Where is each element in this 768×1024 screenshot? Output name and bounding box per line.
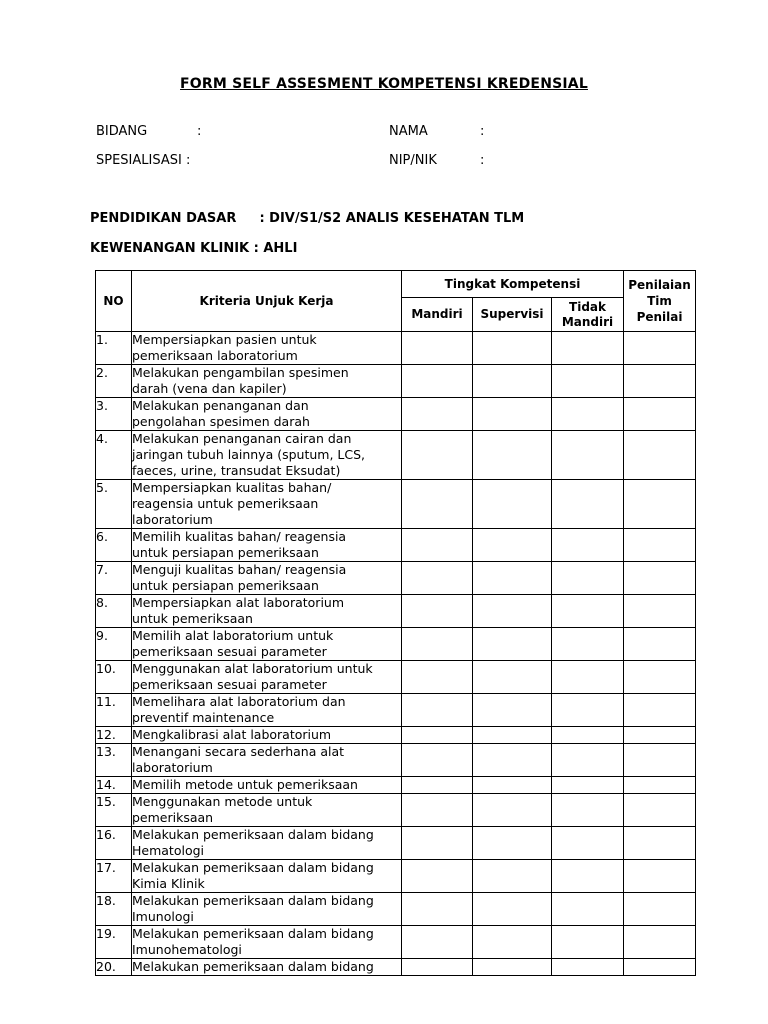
penilaian-cell[interactable] <box>624 431 696 480</box>
table-row <box>96 959 696 976</box>
nip-label: NIP/NIK <box>389 153 437 168</box>
penilaian-cell[interactable] <box>624 860 696 893</box>
row-number: 9. <box>96 628 132 661</box>
kriteria-line: untuk persiapan pemeriksaan <box>132 578 319 593</box>
tidak-mandiri-cell[interactable] <box>552 744 624 777</box>
supervisi-cell[interactable] <box>473 529 552 562</box>
table-row <box>96 431 696 480</box>
table-row <box>96 661 696 694</box>
table-row <box>96 727 696 744</box>
mandiri-cell[interactable] <box>402 827 473 860</box>
kriteria-line: Melakukan pemeriksaan dalam bidang <box>132 926 374 941</box>
kriteria-line: Melakukan penanganan dan <box>132 398 309 413</box>
tidak-mandiri-cell[interactable] <box>552 893 624 926</box>
penilaian-cell[interactable] <box>624 727 696 744</box>
table-row <box>96 893 696 926</box>
kriteria-line: Melakukan pengambilan spesimen <box>132 365 349 380</box>
mandiri-cell[interactable] <box>402 332 473 365</box>
row-kriteria <box>132 744 402 777</box>
kriteria-line: Melakukan pemeriksaan dalam bidang <box>132 827 374 842</box>
table-row <box>96 794 696 827</box>
kriteria-line: Mempersiapkan kualitas bahan/ <box>132 480 332 495</box>
supervisi-cell[interactable] <box>473 893 552 926</box>
header-penilaian-line1: Penilaian <box>628 278 691 292</box>
supervisi-cell[interactable] <box>473 694 552 727</box>
tidak-mandiri-cell[interactable] <box>552 562 624 595</box>
supervisi-cell[interactable] <box>473 926 552 959</box>
row-number: 8. <box>96 595 132 628</box>
row-number: 18. <box>96 893 132 926</box>
row-kriteria <box>132 332 402 365</box>
row-kriteria <box>132 365 402 398</box>
kriteria-line: laboratorium <box>132 760 213 775</box>
kriteria-line: Melakukan pemeriksaan dalam bidang <box>132 893 374 908</box>
row-kriteria <box>132 727 402 744</box>
row-number: 6. <box>96 529 132 562</box>
tidak-mandiri-cell[interactable] <box>552 332 624 365</box>
penilaian-cell[interactable] <box>624 959 696 976</box>
table-row <box>96 744 696 777</box>
row-number: 2. <box>96 365 132 398</box>
row-number: 1. <box>96 332 132 365</box>
row-number: 19. <box>96 926 132 959</box>
penilaian-cell[interactable] <box>624 827 696 860</box>
kriteria-line: Melakukan penanganan cairan dan <box>132 431 352 446</box>
kewenangan-line: KEWENANGAN KLINIK : AHLI <box>90 241 298 256</box>
row-number: 7. <box>96 562 132 595</box>
tidak-mandiri-cell[interactable] <box>552 529 624 562</box>
form-title: FORM SELF ASSESMENT KOMPETENSI KREDENSIAL <box>180 76 588 92</box>
penilaian-cell[interactable] <box>624 480 696 529</box>
row-kriteria <box>132 794 402 827</box>
penilaian-cell[interactable] <box>624 332 696 365</box>
tidak-mandiri-cell[interactable] <box>552 694 624 727</box>
kriteria-line: pengolahan spesimen darah <box>132 414 310 429</box>
table-row <box>96 595 696 628</box>
mandiri-cell[interactable] <box>402 562 473 595</box>
kriteria-line: Memilih kualitas bahan/ reagensia <box>132 529 347 544</box>
row-kriteria <box>132 893 402 926</box>
supervisi-cell[interactable] <box>473 365 552 398</box>
row-number: 13. <box>96 744 132 777</box>
mandiri-cell[interactable] <box>402 595 473 628</box>
kriteria-line: pemeriksaan sesuai parameter <box>132 677 327 692</box>
table-row <box>96 694 696 727</box>
header-penilaian-line3: Penilai <box>636 310 683 324</box>
row-kriteria <box>132 860 402 893</box>
table-row <box>96 365 696 398</box>
supervisi-cell[interactable] <box>473 794 552 827</box>
table-row <box>96 332 696 365</box>
kriteria-line: reagensia untuk pemeriksaan <box>132 496 319 511</box>
supervisi-cell[interactable] <box>473 827 552 860</box>
penilaian-cell[interactable] <box>624 398 696 431</box>
row-kriteria <box>132 480 402 529</box>
mandiri-cell[interactable] <box>402 959 473 976</box>
kriteria-line: Menggunakan metode untuk <box>132 794 313 809</box>
table-row <box>96 628 696 661</box>
supervisi-cell[interactable] <box>473 777 552 794</box>
tidak-mandiri-cell[interactable] <box>552 365 624 398</box>
tidak-mandiri-cell[interactable] <box>552 959 624 976</box>
row-number: 10. <box>96 661 132 694</box>
kriteria-line: pemeriksaan laboratorium <box>132 348 298 363</box>
penilaian-cell[interactable] <box>624 562 696 595</box>
mandiri-cell[interactable] <box>402 661 473 694</box>
pendidikan-line <box>90 211 524 226</box>
supervisi-cell[interactable] <box>473 332 552 365</box>
mandiri-cell[interactable] <box>402 926 473 959</box>
supervisi-cell[interactable] <box>473 661 552 694</box>
kriteria-line: Menggunakan alat laboratorium untuk <box>132 661 373 676</box>
row-kriteria <box>132 694 402 727</box>
table-row <box>96 777 696 794</box>
header-tingkat: Tingkat Kompetensi <box>402 271 624 298</box>
header-kriteria: Kriteria Unjuk Kerja <box>132 271 402 332</box>
spesialisasi-label: SPESIALISASI : <box>96 153 191 168</box>
tidak-mandiri-cell[interactable] <box>552 926 624 959</box>
kriteria-line: Melakukan pemeriksaan dalam bidang <box>132 959 374 974</box>
mandiri-cell[interactable] <box>402 628 473 661</box>
table-row <box>96 827 696 860</box>
table-row <box>96 480 696 529</box>
penilaian-cell[interactable] <box>624 595 696 628</box>
kriteria-line: Hematologi <box>132 843 205 858</box>
kriteria-line: Menangani secara sederhana alat <box>132 744 345 759</box>
penilaian-cell[interactable] <box>624 529 696 562</box>
kriteria-line: Kimia Klinik <box>132 876 205 891</box>
tidak-mandiri-cell[interactable] <box>552 398 624 431</box>
tidak-mandiri-cell[interactable] <box>552 860 624 893</box>
kriteria-line: pemeriksaan <box>132 810 214 825</box>
header-penilaian <box>624 271 696 332</box>
mandiri-cell[interactable] <box>402 860 473 893</box>
kriteria-line: jaringan tubuh lainnya (sputum, LCS, <box>132 447 366 462</box>
table-row <box>96 860 696 893</box>
mandiri-cell[interactable] <box>402 794 473 827</box>
kriteria-line: Imunologi <box>132 909 194 924</box>
nama-label: NAMA <box>389 124 428 139</box>
supervisi-cell[interactable] <box>473 431 552 480</box>
table-row <box>96 398 696 431</box>
tidak-mandiri-cell[interactable] <box>552 794 624 827</box>
mandiri-cell[interactable] <box>402 694 473 727</box>
kriteria-line: pemeriksaan sesuai parameter <box>132 644 327 659</box>
header-tidak-mandiri <box>552 298 624 332</box>
header-no: NO <box>96 271 132 332</box>
row-number: 5. <box>96 480 132 529</box>
mandiri-cell[interactable] <box>402 744 473 777</box>
mandiri-cell[interactable] <box>402 727 473 744</box>
row-kriteria <box>132 926 402 959</box>
kriteria-line: Melakukan pemeriksaan dalam bidang <box>132 860 374 875</box>
supervisi-cell[interactable] <box>473 744 552 777</box>
row-kriteria <box>132 398 402 431</box>
penilaian-cell[interactable] <box>624 744 696 777</box>
row-kriteria <box>132 595 402 628</box>
row-number: 11. <box>96 694 132 727</box>
table-row <box>96 926 696 959</box>
pendidikan-label: PENDIDIKAN DASAR <box>90 211 237 226</box>
row-kriteria <box>132 959 402 976</box>
row-kriteria <box>132 777 402 794</box>
mandiri-cell[interactable] <box>402 431 473 480</box>
supervisi-cell[interactable] <box>473 562 552 595</box>
row-number: 16. <box>96 827 132 860</box>
bidang-label: BIDANG <box>96 124 148 139</box>
penilaian-cell[interactable] <box>624 628 696 661</box>
row-kriteria <box>132 562 402 595</box>
row-number: 12. <box>96 727 132 744</box>
kriteria-line: Memelihara alat laboratorium dan <box>132 694 346 709</box>
tidak-mandiri-cell[interactable] <box>552 661 624 694</box>
kriteria-line: Mengkalibrasi alat laboratorium <box>132 727 332 742</box>
penilaian-cell[interactable] <box>624 794 696 827</box>
table-row <box>96 529 696 562</box>
kriteria-line: faeces, urine, transudat Eksudat) <box>132 463 341 478</box>
row-kriteria <box>132 661 402 694</box>
kriteria-line: laboratorium <box>132 512 213 527</box>
bidang-colon: : <box>197 124 202 139</box>
row-number: 20. <box>96 959 132 976</box>
nip-colon: : <box>480 153 485 168</box>
kriteria-line: preventif maintenance <box>132 710 275 725</box>
header-tidak-line1: Tidak <box>569 299 606 314</box>
tidak-mandiri-cell[interactable] <box>552 777 624 794</box>
nama-colon: : <box>480 124 485 139</box>
pendidikan-value: : DIV/S1/S2 ANALIS KESEHATAN TLM <box>259 211 525 226</box>
kriteria-line: Mempersiapkan pasien untuk <box>132 332 317 347</box>
supervisi-cell[interactable] <box>473 959 552 976</box>
penilaian-cell[interactable] <box>624 661 696 694</box>
header-tidak-line2: Mandiri <box>561 314 614 329</box>
mandiri-cell[interactable] <box>402 365 473 398</box>
row-number: 3. <box>96 398 132 431</box>
row-number: 4. <box>96 431 132 480</box>
penilaian-cell[interactable] <box>624 777 696 794</box>
mandiri-cell[interactable] <box>402 529 473 562</box>
penilaian-cell[interactable] <box>624 926 696 959</box>
competency-table <box>95 270 696 976</box>
supervisi-cell[interactable] <box>473 480 552 529</box>
row-number: 15. <box>96 794 132 827</box>
penilaian-cell[interactable] <box>624 694 696 727</box>
supervisi-cell[interactable] <box>473 727 552 744</box>
mandiri-cell[interactable] <box>402 398 473 431</box>
kriteria-line: darah (vena dan kapiler) <box>132 381 287 396</box>
tidak-mandiri-cell[interactable] <box>552 480 624 529</box>
tidak-mandiri-cell[interactable] <box>552 727 624 744</box>
tidak-mandiri-cell[interactable] <box>552 431 624 480</box>
mandiri-cell[interactable] <box>402 777 473 794</box>
tidak-mandiri-cell[interactable] <box>552 628 624 661</box>
row-kriteria <box>132 628 402 661</box>
mandiri-cell[interactable] <box>402 893 473 926</box>
row-kriteria <box>132 529 402 562</box>
supervisi-cell[interactable] <box>473 595 552 628</box>
kriteria-line: Memilih metode untuk pemeriksaan <box>132 777 358 792</box>
kriteria-line: Imunohematologi <box>132 942 242 957</box>
kriteria-line: Menguji kualitas bahan/ reagensia <box>132 562 347 577</box>
header-mandiri: Mandiri <box>402 298 473 332</box>
row-kriteria <box>132 827 402 860</box>
kriteria-line: untuk persiapan pemeriksaan <box>132 545 319 560</box>
penilaian-cell[interactable] <box>624 893 696 926</box>
supervisi-cell[interactable] <box>473 860 552 893</box>
kriteria-line: Memilih alat laboratorium untuk <box>132 628 334 643</box>
penilaian-cell[interactable] <box>624 365 696 398</box>
tidak-mandiri-cell[interactable] <box>552 827 624 860</box>
row-kriteria <box>132 431 402 480</box>
kriteria-line: Mempersiapkan alat laboratorium <box>132 595 345 610</box>
header-supervisi: Supervisi <box>473 298 552 332</box>
supervisi-cell[interactable] <box>473 398 552 431</box>
row-number: 17. <box>96 860 132 893</box>
table-row <box>96 562 696 595</box>
header-penilaian-line2: Tim <box>647 294 672 308</box>
tidak-mandiri-cell[interactable] <box>552 595 624 628</box>
supervisi-cell[interactable] <box>473 628 552 661</box>
kriteria-line: untuk pemeriksaan <box>132 611 253 626</box>
mandiri-cell[interactable] <box>402 480 473 529</box>
row-number: 14. <box>96 777 132 794</box>
